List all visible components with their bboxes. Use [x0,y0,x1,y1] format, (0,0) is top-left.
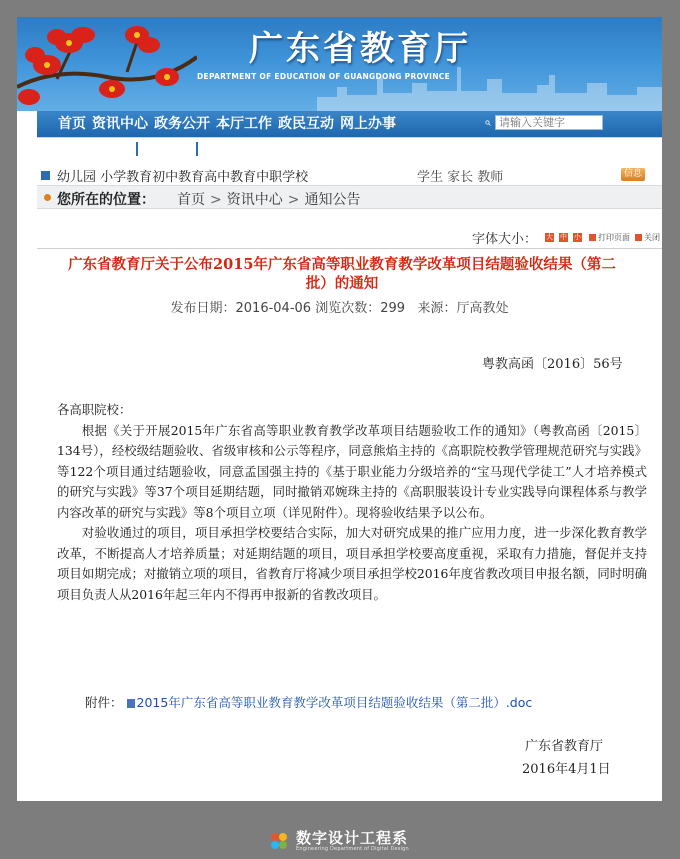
article-title-line1: 广东省教育厅关于公布2015年广东省高等职业教育教学改革项目结题验收结果（第二 [68,256,616,273]
footer-brand-en: Engineering Department of Digital Design [296,846,409,852]
breadcrumb-label: 您所在的位置： [57,192,155,208]
breadcrumb-home[interactable]: 首页 [177,192,205,208]
search-box [485,114,603,131]
font-size-medium-button[interactable]: 中 [560,233,567,241]
meta-date: 2016-04-06 [235,301,312,316]
page-frame [17,17,662,801]
font-size-large-button[interactable]: 大 [546,233,553,241]
nav-item-interaction[interactable]: 政民互动 [278,116,334,132]
chevron-right-icon: > [287,192,300,208]
nav-item-home[interactable]: 首页 [58,116,86,132]
search-icon[interactable] [485,115,491,131]
document-number: 粤教高函〔2016〕56号 [482,357,623,372]
article-body [57,400,647,605]
sub-nav [37,137,662,186]
paragraph-1: 根据《关于开展2015年广东省高等职业教育教学改革项目结题验收工作的通知》（粤教高函〔2015〕134号），经校级结题验收、省级审核和公示等程序，同意熊焰主持的《高职院校教学管理规范研究与实践》等122个项目通过结题验收，同意孟国强主持的《基于职业能力分级培养的“宝马现代学徒工”人才培养模式的研究与实践》等37个项目延期结题，同时撤销邓婉珠主持的《高职服装设计专业实践导向课程体系与教学内容改革的研究与实践》等8个项目立项（详见附件）。现将验收结果予以公布。 [57,422,647,520]
close-label: 关闭 [644,233,660,242]
font-size-label: 字体大小： [472,232,538,247]
font-size-small-button[interactable]: 小 [574,233,581,241]
article-title-line2: 批）的通知 [305,275,379,292]
print-label: 打印页面 [598,233,630,242]
kapok-flower-icon [17,17,197,111]
nav-item-gov-affairs[interactable]: 政务公开 [154,116,210,132]
article-meta [17,297,662,316]
breadcrumb-bullet-icon [44,194,51,201]
close-icon [635,234,642,241]
breadcrumb-notices[interactable]: 通知公告 [304,192,361,208]
footer-brand-name: 数字设计工程系 [296,829,409,847]
site-title: 广东省教育厅 [249,29,471,69]
breadcrumb-news[interactable]: 资讯中心 [226,192,283,208]
attachment-link[interactable]: 2015年广东省高等职业教育教学改革项目结题验收结果（第二批）.doc [136,695,533,710]
attachment [85,693,532,711]
brand-logo-icon [268,830,290,852]
main-nav [37,111,662,137]
subnav-badge[interactable]: 信息 [621,168,645,181]
footer-brand [268,827,409,855]
subnav-dividers [97,142,297,156]
meta-source-label: 来源： [417,301,457,316]
attachment-label: 附件： [85,695,123,710]
nav-items [55,114,399,134]
meta-views-label: 浏览次数： [315,301,381,316]
meta-date-label: 发布日期： [170,301,236,316]
site-subtitle: DEPARTMENT OF EDUCATION OF GUANGDONG PROVINCE [197,72,451,81]
close-button[interactable] [635,232,660,243]
breadcrumb-path [177,189,360,209]
article-title [37,255,647,293]
print-icon [589,234,596,241]
article-tools [37,228,662,249]
breadcrumb [37,185,662,209]
paragraph-2: 对验收通过的项目，项目承担学校要结合实际，加大对研究成果的推广应用力度，进一步深化教育教学改革，不断提高人才培养质量；对延期结题的项目，项目承担学校要高度重视，采取有力措施，督促并支持项目如期完成；对撤销立项的项目，省教育厅将减少项目承担学校2016年度省教改项目申报名额，同时明确项目负责人从2016年起三年内不得再申报新的省教改项目。 [57,525,647,602]
salutation: 各高职院校： [57,402,132,417]
document-icon [127,699,135,708]
signature-date: 2016年4月1日 [522,762,611,777]
header-banner [17,17,662,111]
print-button[interactable] [589,232,630,243]
nav-item-online-service[interactable]: 网上办事 [340,116,396,132]
footer-text [296,830,409,852]
signature-org: 广东省教育厅 [525,739,604,754]
nav-item-news[interactable]: 资讯中心 [92,116,148,132]
subnav-categories[interactable]: 幼儿园 小学教育初中教育高中教育中职学校 [57,170,309,185]
subnav-audiences[interactable]: 学生 家长 教师 [417,170,504,185]
meta-source: 厅高教处 [456,301,509,316]
nav-item-dept-work[interactable]: 本厅工作 [216,116,272,132]
chevron-right-icon: > [210,192,222,208]
meta-views: 299 [380,301,406,316]
search-input[interactable] [495,115,603,130]
subnav-bullet-icon [41,171,50,180]
